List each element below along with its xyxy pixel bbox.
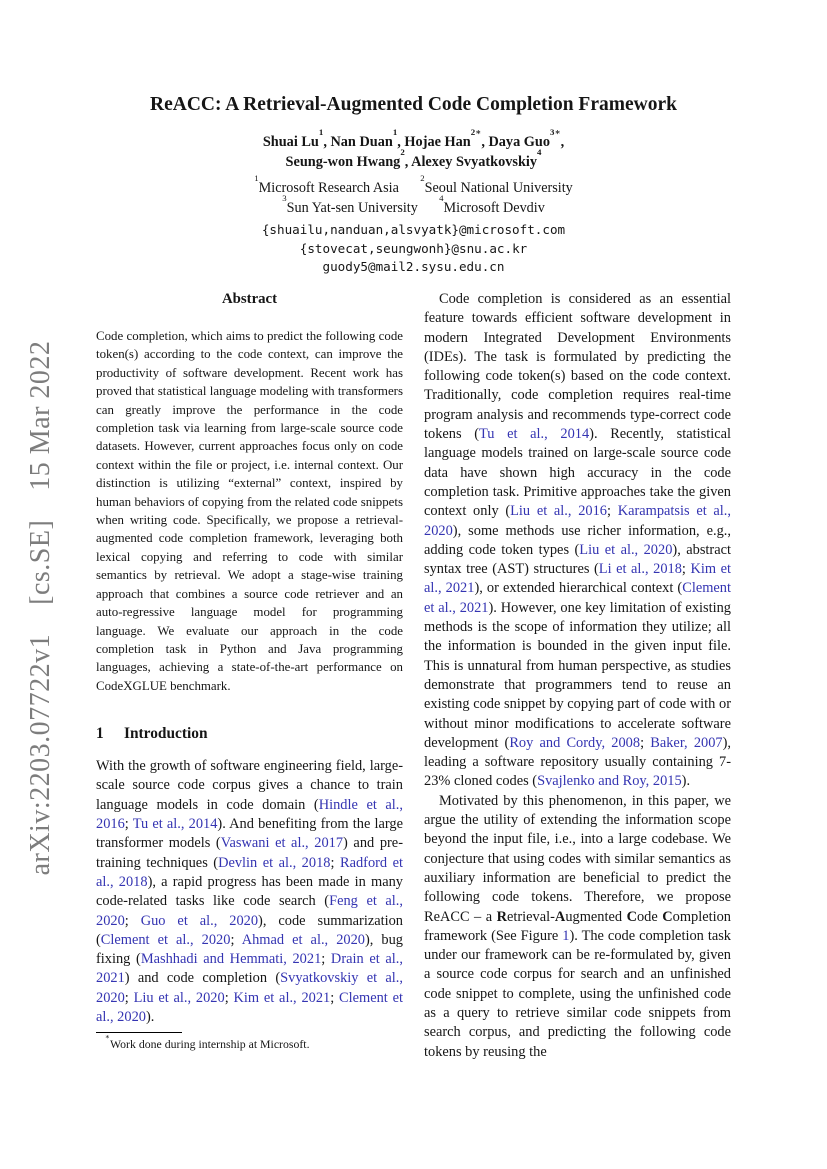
citation-link[interactable]: Clement et al., 2020	[100, 931, 231, 948]
text-run: ). The code completion task under our framework can be re-formulated by, given a source code corpus for search and an unfinished code snippet to complete, using the unfinished code as a query to retrieve similar code snippets from search corpus, and predicting the following code tokens by reusing the	[424, 927, 732, 1060]
text-run: ;	[330, 854, 340, 871]
superscript-marker: ∗	[105, 1032, 110, 1042]
abstract-paragraph: Code completion, which aims to predict the following code token(s) according to the code context, can improve the productivity of software development. Recent work has proved that statistical language modeling with transformers can greatly improve the performance in the code completion task via learning from large-scale source code datasets. However, current approaches focus only on code context within the file or project, i.e. internal context. Our distinction is utilizing “external” context, inspired by human behaviors of copying from the related code snippets when writing code. Specifically, we propose a retrieval-augmented code completion framework, leveraging both lexical copying and referring to code with similar semantics by retrieval. We adopt a stage-wise training approach that combines a source code retriever and an auto-regressive language model for programming language. We evaluate our approach in the code completion task in Python and Java programming languages, achieving a state-of-the-art performance on CodeXGLUE benchmark.	[96, 329, 403, 693]
superscript-marker: 2∗	[470, 127, 482, 138]
superscript-marker: 4	[537, 147, 542, 158]
bold-text-run: C	[662, 908, 673, 925]
paper-header	[0, 93, 827, 277]
superscript-marker: 1	[392, 127, 398, 138]
text-run: ;	[640, 734, 651, 751]
citation-link[interactable]: Vaswani et al., 2017	[220, 835, 344, 852]
citation-link[interactable]: Kim et al., 2021	[233, 989, 331, 1006]
citation-link[interactable]: Liu et al., 2020	[579, 541, 673, 558]
text-run: Sun Yat-sen University	[286, 200, 440, 216]
text-run: ).	[681, 773, 691, 790]
affiliation-line	[0, 193, 827, 218]
section-title: Introduction	[124, 725, 208, 743]
citation-link[interactable]: Hindle et al., 2016	[96, 796, 403, 833]
text-run: ;	[124, 816, 133, 833]
citation-link[interactable]: Feng et al., 2020	[96, 893, 403, 929]
citation-link[interactable]: Drain et al., 2021	[96, 951, 403, 987]
section-number: 1	[96, 725, 104, 743]
paper-title: ReACC: A Retrieval-Augmented Code Completion Framework	[150, 94, 677, 115]
citation-link[interactable]: Tu et al., 2014	[479, 426, 590, 443]
text-run: ), abstract syntax tree (AST) structures (	[424, 541, 731, 578]
superscript-marker: 3	[282, 193, 287, 204]
author-block	[0, 127, 827, 172]
text-run: ), a rapid progress has been made in many code-related tasks like code search (	[96, 873, 404, 910]
citation-link[interactable]: Liu et al., 2020	[133, 989, 225, 1006]
right-column	[424, 290, 731, 1062]
text-run: Seoul National University	[424, 180, 573, 196]
citation-link[interactable]: Tu et al., 2014	[132, 816, 218, 833]
text-run: ;	[230, 931, 242, 948]
arxiv-watermark: arXiv:2203.07722v1 [cs.SE] 15 Mar 2022	[25, 340, 56, 876]
text-run: ) and pre-training techniques (	[96, 835, 403, 871]
text-run: ;	[224, 989, 234, 1006]
text-run: ;	[681, 561, 691, 578]
superscript-marker: 2	[420, 173, 425, 184]
text-run: ugmented	[565, 908, 627, 925]
body-paragraph	[424, 290, 731, 792]
text-run: etrieval-	[506, 908, 555, 925]
text-run: Motivated by this phenomenon, in this paper, we argue the utility of extending the information scope beyond the input file, i.e., into a large codebase. We conjecture that using codes with similar semantics as auxiliary information are beneficial to predict the following code tokens. Therefore, we propose ReACC – a	[424, 792, 731, 925]
citation-link[interactable]: Clement et al., 2020	[96, 989, 403, 1025]
text-run: ;	[330, 989, 340, 1006]
footnote-block	[96, 1032, 403, 1052]
email-line: {stovecat,seungwonh}@snu.ac.kr	[299, 240, 528, 256]
text-run: ;	[124, 989, 134, 1006]
text-run: ompletion framework (See Figure	[424, 908, 731, 944]
text-run: ).	[145, 1008, 155, 1025]
footnote-text	[96, 1032, 403, 1052]
citation-link[interactable]: Svajlenko and Roy, 2015	[537, 773, 682, 790]
text-run: ). However, one key limitation of existing methods is the scope of information they utilize; all the information is bounded in the given input file. This is unnatural from human perspective, as studies demonstrate that programmers tend to reuse an existing code snippet by copying part of code with or without minor modifications to accelerate software development (	[424, 599, 732, 751]
citation-link[interactable]: Karampatsis et al., 2020	[424, 503, 731, 539]
text-run: ) and code completion (	[124, 970, 281, 987]
email-line: guody5@mail2.sysu.edu.cn	[322, 259, 505, 274]
text-run: ). Recently, statistical language models trained on large-scale source code data have shown high accuracy in the code completion task. Primitive approaches take the given context only (	[424, 426, 732, 520]
citation-link[interactable]: Devlin et al., 2018	[218, 854, 331, 871]
text-run: Seung-won Hwang	[285, 154, 401, 170]
citation-link[interactable]: Liu et al., 2016	[510, 503, 607, 520]
text-run: Shuai Lu	[262, 134, 319, 150]
text-run: ;	[124, 912, 141, 929]
text-run: Microsoft Devdiv	[443, 200, 545, 216]
citation-link[interactable]: Baker, 2007	[650, 734, 723, 751]
citation-link[interactable]: Radford et al., 2018	[96, 854, 403, 890]
text-run: ,	[560, 134, 565, 150]
author-line	[0, 147, 827, 172]
affiliation-block	[0, 173, 827, 218]
text-run: Code completion is considered as an essential feature towards efficient software development in modern Integrated Development Environments (IDEs). The task is formulated by predicting the following code token(s) based on the code context. Traditionally, code completion requires real-time program analysis and recommends type-correct code tokens (	[424, 291, 731, 443]
superscript-marker: 3∗	[550, 127, 561, 138]
citation-link[interactable]: Kim et al., 2021	[424, 561, 731, 597]
text-run: With the growth of software engineering field, large-scale source code corpus gives a chance to train language models in code domain (	[96, 758, 403, 813]
text-run: ), code summarization (	[96, 912, 403, 948]
text-run: ), leading a software repository usually containing 7-23% cloned codes (	[424, 734, 731, 790]
affiliation-line	[0, 173, 827, 198]
text-run: , Alexey Svyatkovskiy	[404, 154, 538, 170]
citation-link[interactable]: Roy and Cordy, 2008	[509, 734, 641, 751]
text-run: , Daya Guo	[481, 134, 551, 150]
citation-link[interactable]: Guo et al., 2020	[140, 912, 259, 929]
bold-text-run: R	[496, 908, 507, 925]
superscript-marker: 4	[439, 193, 444, 204]
superscript-marker: 1	[318, 127, 324, 138]
text-run: ). And benefiting from the large transformer models (	[96, 816, 403, 852]
text-run: ), or extended hierarchical context (	[474, 580, 683, 597]
citation-link[interactable]: 1	[562, 927, 570, 944]
text-run: , Nan Duan	[323, 134, 393, 150]
section-heading-introduction	[96, 724, 403, 743]
email-line: {shuailu,nanduan,alsvyatk}@microsoft.com	[261, 222, 566, 237]
abstract-heading: Abstract	[221, 291, 278, 307]
bold-text-run: A	[554, 908, 566, 925]
introduction-paragraph	[96, 757, 403, 1027]
text-run: , Hojae Han	[397, 134, 471, 150]
superscript-marker: 1	[254, 173, 259, 184]
text-run: ode	[636, 908, 663, 925]
citation-link[interactable]: Mashhadi and Hemmati, 2021	[140, 951, 322, 968]
email-block	[0, 221, 827, 277]
citation-link[interactable]: Ahmad et al., 2020	[241, 931, 365, 948]
author-line	[0, 127, 827, 152]
text-run: Work done during internship at Microsoft.	[109, 1037, 310, 1052]
left-column	[96, 290, 403, 1052]
text-run: ;	[321, 951, 331, 968]
citation-link[interactable]: Clement et al., 2021	[424, 580, 731, 616]
text-run: ;	[606, 503, 618, 520]
citation-link[interactable]: Svyatkovskiy et al., 2020	[96, 970, 403, 1006]
body-paragraph	[424, 792, 731, 1062]
bold-text-run: C	[626, 908, 637, 925]
text-run: ), some methods use richer information, e.g., adding code token types (	[424, 522, 731, 558]
text-run: ), bug fixing (	[96, 931, 404, 968]
citation-link[interactable]: Li et al., 2018	[598, 561, 682, 578]
superscript-marker: 2	[400, 147, 405, 158]
text-run: Microsoft Research Asia	[258, 180, 421, 196]
